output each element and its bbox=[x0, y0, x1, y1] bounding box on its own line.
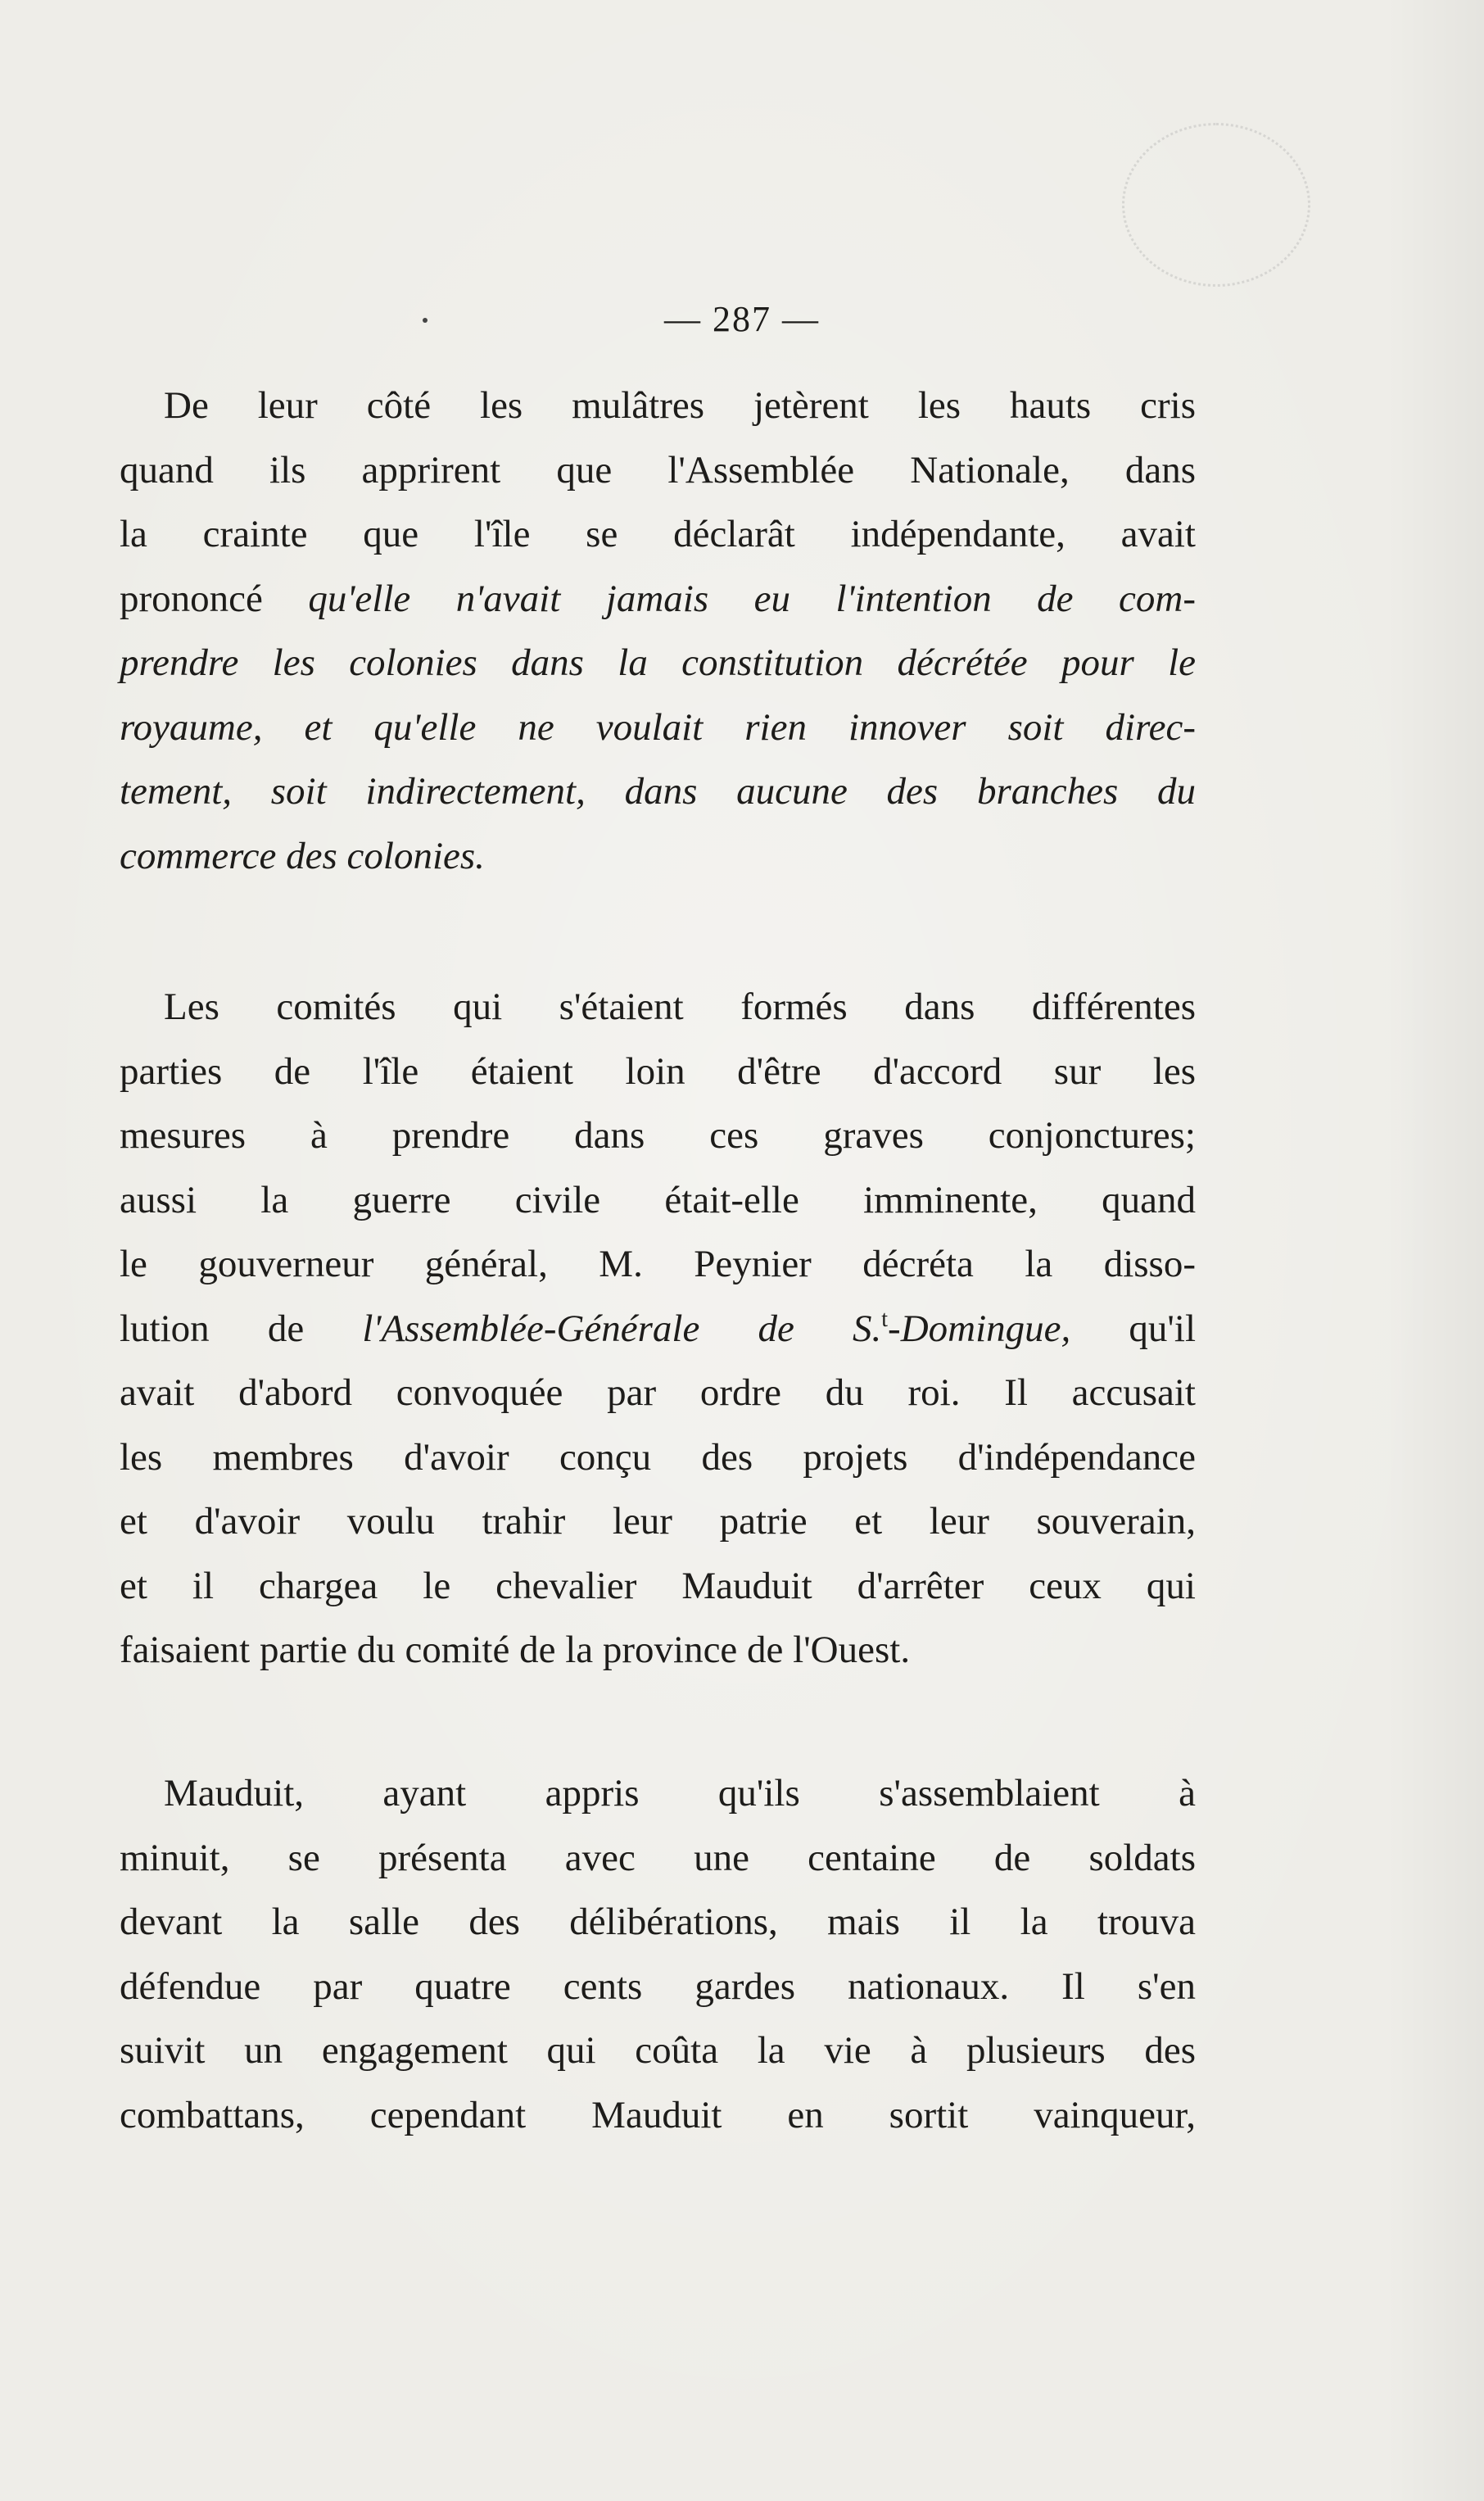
text-line: suivit un engagement qui coûta la vie à plusieurs des bbox=[120, 2029, 1196, 2072]
text-line: De leur côté les mulâtres jetèrent les hauts cris bbox=[164, 384, 1196, 427]
text-line: royaume, et qu'elle ne voulait rien innover soit direc- bbox=[120, 705, 1196, 749]
text-line: commerce des colonies. bbox=[120, 834, 485, 877]
text-line: et il chargea le chevalier Mauduit d'arrêter ceux qui bbox=[120, 1564, 1196, 1607]
library-stamp bbox=[1122, 123, 1310, 287]
page-shadow bbox=[1386, 0, 1484, 2501]
text-line: tement, soit indirectement, dans aucune des branches du bbox=[120, 770, 1196, 813]
text-line: la crainte que l'île se déclarât indépendante, avait bbox=[120, 513, 1196, 555]
text-line: prendre les colonies dans la constitution décrétée pour le bbox=[120, 641, 1196, 684]
text-line: Mauduit, ayant appris qu'ils s'assemblaient à bbox=[164, 1772, 1196, 1815]
text-line: devant la salle des délibérations, mais il la trouva bbox=[120, 1901, 1196, 1943]
text-line: défendue par quatre cents gardes nationaux. Il s'en bbox=[120, 1964, 1196, 2008]
text-line: lution de l'Assemblée-Générale de S.$^t$-Domingue, qu'il bbox=[120, 1306, 1196, 1350]
page-number-header: — 287 — bbox=[664, 299, 820, 339]
text-line: prononcé qu'elle n'avait jamais eu l'intention de com- bbox=[120, 577, 1196, 620]
text-line: faisaient partie du comité de la province de l'Ouest. bbox=[120, 1629, 911, 1671]
text-line: mesures à prendre dans ces graves conjonctures; bbox=[120, 1114, 1196, 1157]
text-line: parties de l'île étaient loin d'être d'accord sur les bbox=[120, 1049, 1196, 1093]
paragraph-2 bbox=[120, 975, 1196, 1683]
text-line: combattans, cependant Mauduit en sortit vainqueur, bbox=[120, 2093, 1196, 2136]
paragraph-3 bbox=[120, 1761, 1196, 2147]
text-line: aussi la guerre civile était-elle imminente, quand bbox=[120, 1178, 1196, 1221]
text-line: les membres d'avoir conçu des projets d'indépendance bbox=[120, 1435, 1196, 1479]
paragraph-1 bbox=[120, 374, 1196, 888]
text-line: minuit, se présenta avec une centaine de soldats bbox=[120, 1836, 1196, 1879]
text-line: quand ils apprirent que l'Assemblée Nationale, dans bbox=[120, 448, 1196, 492]
text-line: avait d'abord convoquée par ordre du roi. Il accusait bbox=[120, 1371, 1196, 1414]
text-line: le gouverneur général, M. Peynier décréta la disso- bbox=[120, 1243, 1196, 1285]
text-line: Les comités qui s'étaient formés dans différentes bbox=[164, 985, 1196, 1028]
text-line: et d'avoir voulu trahir leur patrie et leur souverain, bbox=[120, 1500, 1196, 1543]
